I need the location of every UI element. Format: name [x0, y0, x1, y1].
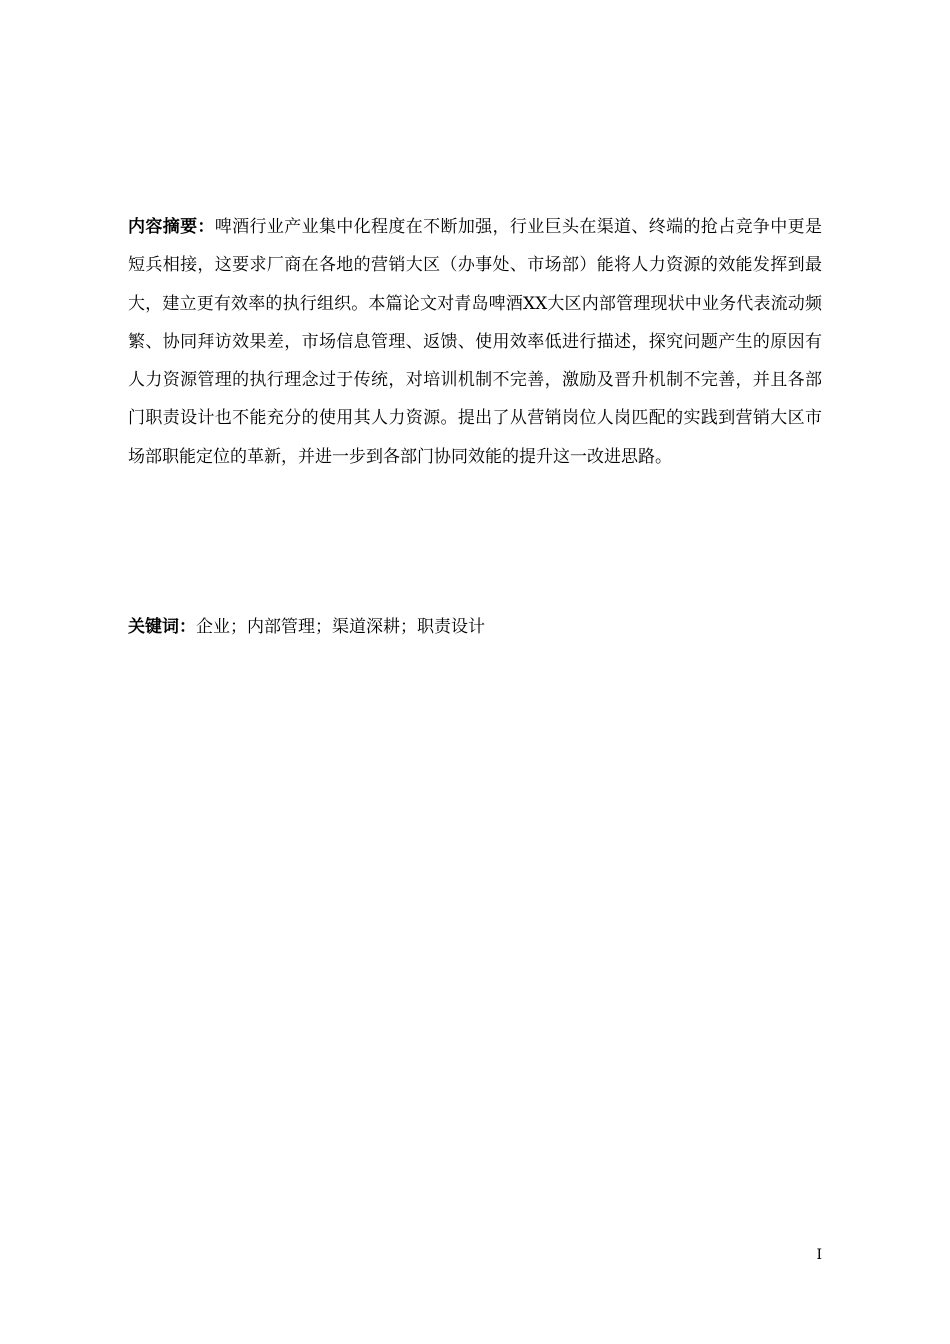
abstract-label: 内容摘要：: [128, 217, 215, 237]
keywords-text: 企业；内部管理；渠道深耕；职责设计: [196, 617, 485, 637]
page-number: I: [816, 1247, 822, 1263]
keywords-label: 关键词：: [128, 617, 196, 637]
abstract-text: 啤酒行业产业集中化程度在不断加强，行业巨头在渠道、终端的抢占竞争中更是短兵相接，这要求厂商在各地的营销大区（办事处、市场部）能将人力资源的效能发挥到最大，建立更有效率的执行组织。本篇论文对青岛啤酒XX大区内部管理现状中业务代表流动频繁、协同拜访效果差，市场信息管理、返馈、使用效率低进行描述，探究问题产生的原因有人力资源管理的执行理念过于传统，对培训机制不完善，激励及晋升机制不完善，并且各部门职责设计也不能充分的使用其人力资源。提出了从营销岗位人岗匹配的实践到营销大区市场部职能定位的革新，并进一步到各部门协同效能的提升这一改进思路。: [128, 217, 823, 467]
abstract-paragraph: [128, 208, 822, 476]
keywords-paragraph: [128, 609, 822, 645]
